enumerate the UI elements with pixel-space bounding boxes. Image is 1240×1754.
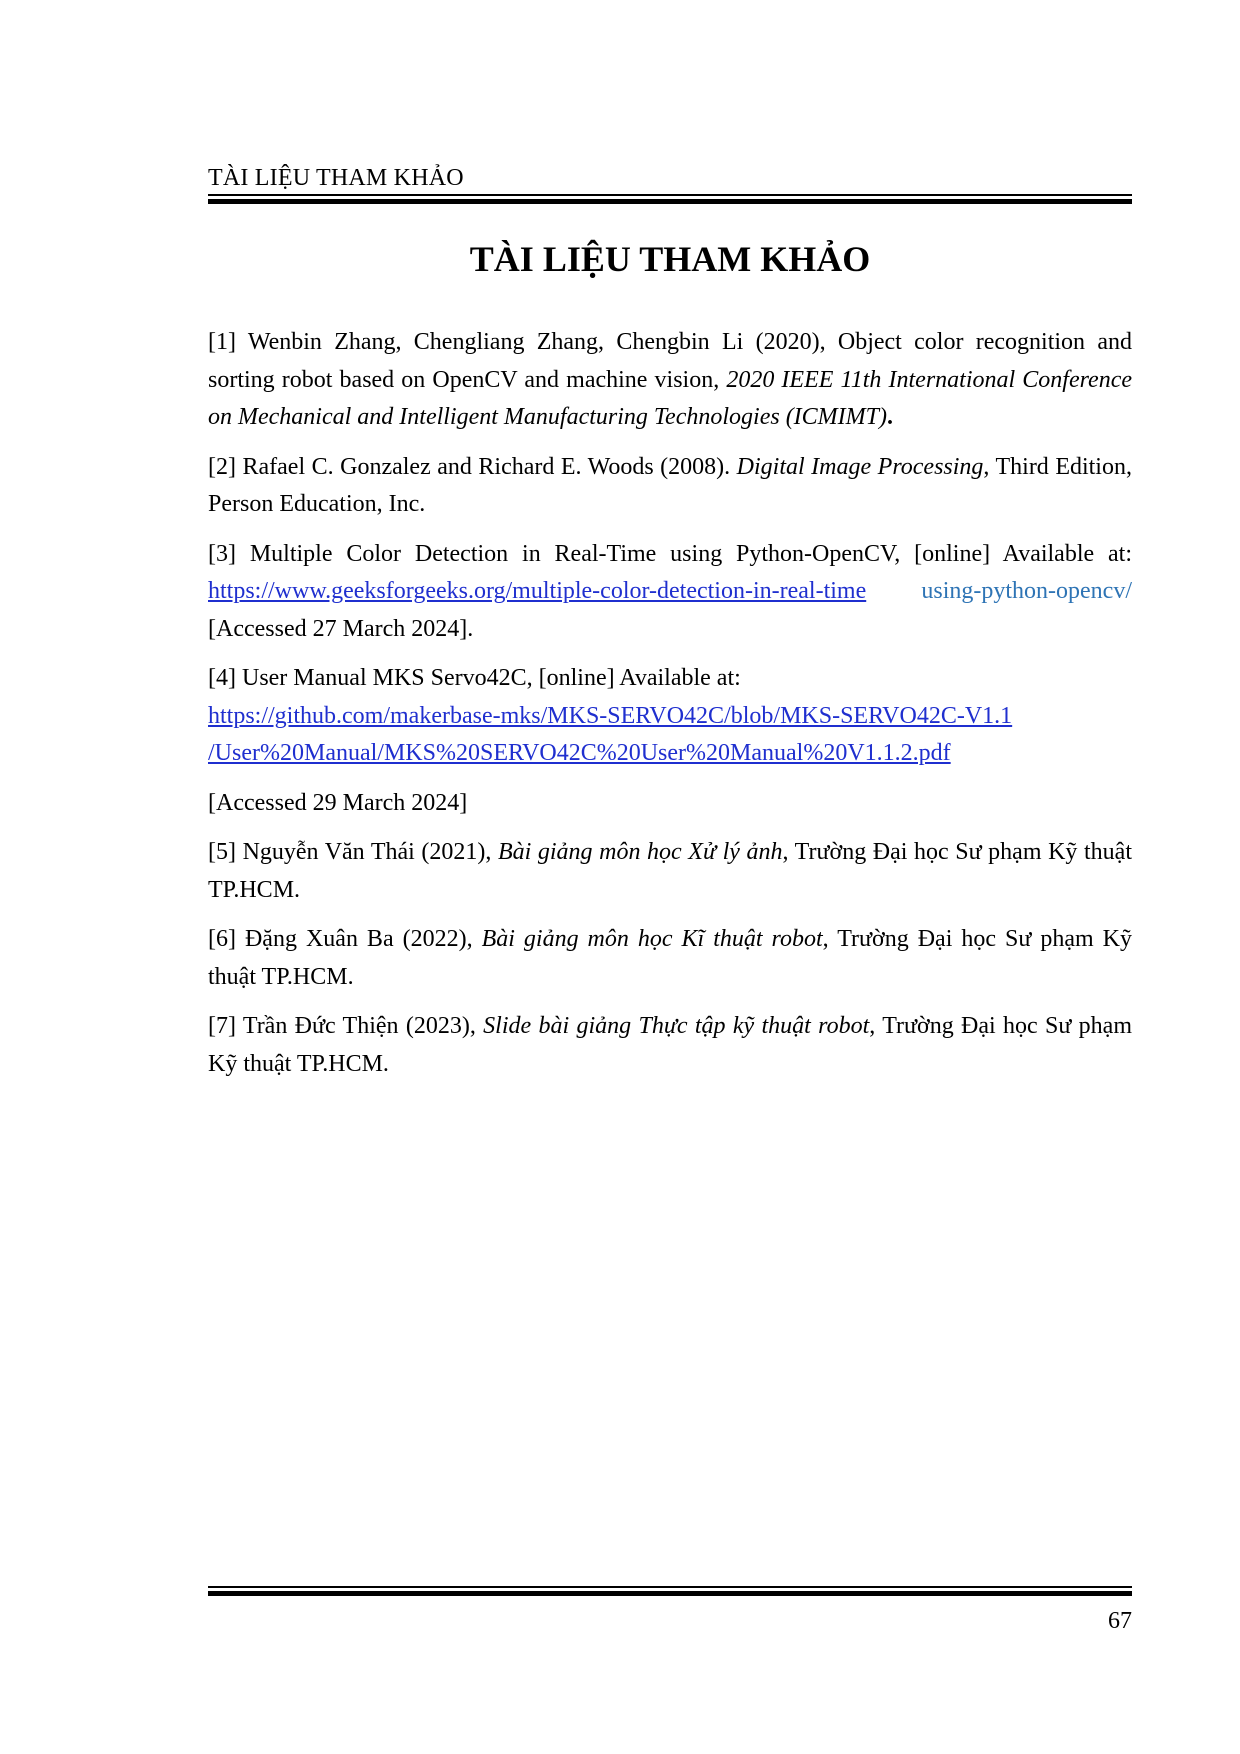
footer-rule — [208, 1586, 1132, 1593]
reference-text: [1] Wenbin Zhang, Chengliang Zhang, Chengbin Li (2020), Object color recognition and sorting robot based on OpenCV and machine vision, — [208, 329, 1132, 393]
reference-accessed-note: [Accessed 29 March 2024] — [208, 789, 468, 816]
reference-item-7 — [208, 1008, 1132, 1083]
reference-slide-title: Slide bài giảng Thực tập kỹ thuật robot — [483, 1013, 870, 1039]
page-number: 67 — [1108, 1608, 1132, 1634]
reference-text: [4] User Manual MKS Servo42C, [online] Available at: — [208, 665, 741, 691]
reference-item-6 — [208, 921, 1132, 996]
reference-link[interactable]: https://www.geeksforgeeks.org/multiple-color-detection-in-real-time — [208, 578, 867, 604]
header-rule — [208, 194, 1132, 201]
reference-end: , Trường Đại học Sư phạm Kỹ thuật TP.HCM. — [208, 1013, 1132, 1077]
reference-course-title: Bài giảng môn học Kĩ thuật robot — [481, 926, 823, 952]
reference-link-line-2[interactable]: /User%20Manual/MKS%20SERVO42C%20User%20Manual%20V1.1.2.pdf — [208, 740, 951, 766]
reference-item-3 — [208, 536, 1132, 649]
reference-text: [2] Rafael C. Gonzalez and Richard E. Woods (2008). — [208, 453, 737, 480]
reference-list — [208, 324, 1132, 1095]
reference-end: [Accessed 27 March 2024]. — [208, 615, 474, 642]
reference-end: . — [887, 404, 893, 430]
running-header: TÀI LIỆU THAM KHẢO — [208, 165, 464, 191]
reference-end: , Trường Đại học Sư phạm Kỹ thuật TP.HCM. — [208, 839, 1132, 903]
reference-end: , Third Edition, Person Education, Inc. — [208, 453, 1132, 517]
page-title: TÀI LIỆU THAM KHẢO — [469, 239, 871, 279]
reference-link-continuation[interactable]: using-python-opencv/ — [921, 578, 1132, 604]
reference-venue: 2020 IEEE 11th International Conference on Mechanical and Intelligent Manufacturing Technologies (ICMIMT) — [208, 366, 1132, 430]
reference-item-4 — [208, 660, 1132, 773]
reference-item-5 — [208, 834, 1132, 909]
reference-text: [5] Nguyễn Văn Thái (2021), — [208, 839, 498, 865]
reference-link-line-1[interactable]: https://github.com/makerbase-mks/MKS-SERVO42C/blob/MKS-SERVO42C-V1.1 — [208, 702, 1013, 729]
reference-end: , Trường Đại học Sư phạm Kỹ thuật TP.HCM. — [208, 926, 1133, 990]
reference-text: [3] Multiple Color Detection in Real-Time using Python-OpenCV, [online] Available at: — [208, 540, 1132, 567]
reference-item-2 — [208, 449, 1132, 524]
reference-book-title: Digital Image Processing — [736, 453, 984, 480]
reference-text: [6] Đặng Xuân Ba (2022), — [208, 926, 482, 952]
reference-item-1 — [208, 324, 1132, 437]
reference-course-title: Bài giảng môn học Xử lý ảnh — [497, 839, 783, 865]
reference-text: [7] Trần Đức Thiện (2023), — [208, 1013, 484, 1039]
